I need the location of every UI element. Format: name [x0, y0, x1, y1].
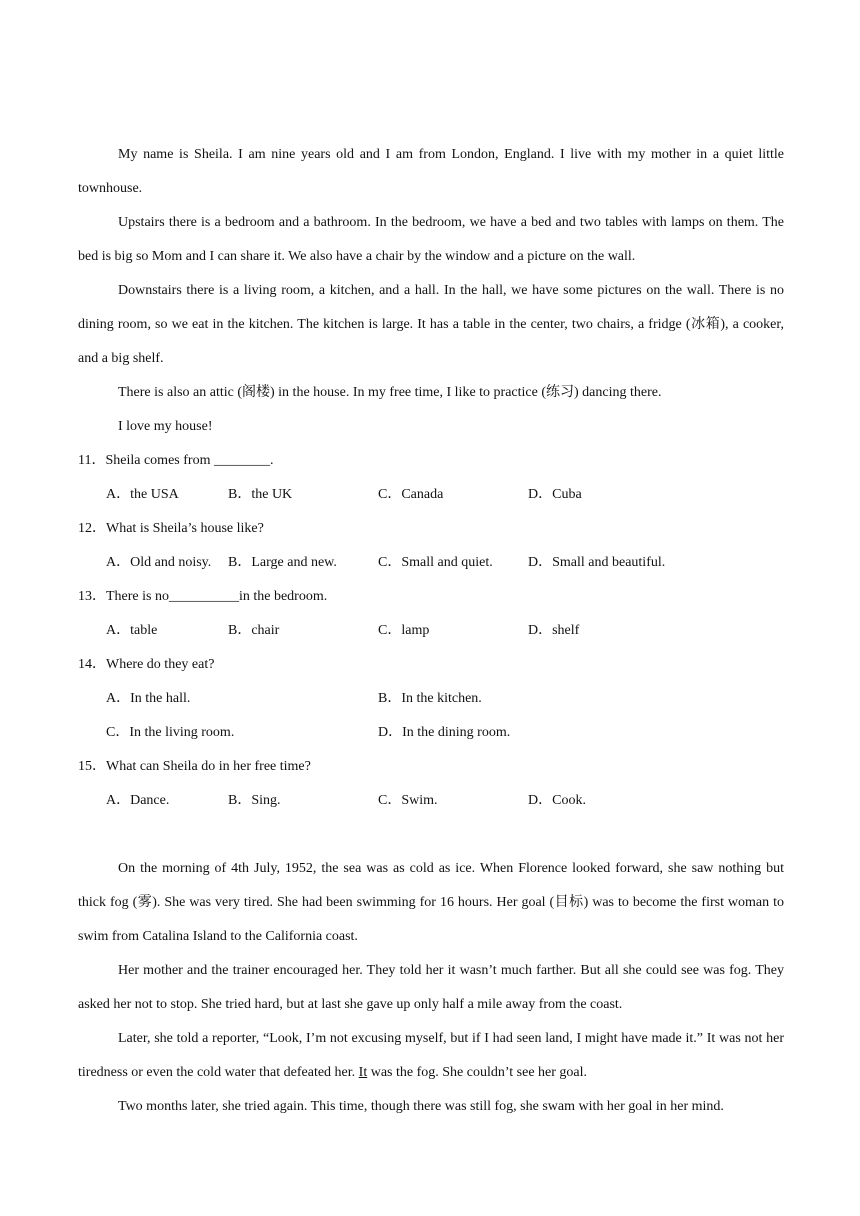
- question-11-option-a: A．the USA: [106, 487, 179, 502]
- passage2-paragraph-3-part-2: was the fog. She couldn’t see her goal.: [367, 1065, 588, 1080]
- question-13-options: [106, 614, 784, 648]
- question-15-option-c: C．Swim.: [378, 793, 438, 808]
- question-13: 13．There is no__________in the bedroom.: [78, 589, 328, 604]
- question-12-options: [106, 546, 784, 580]
- question-15-options: [106, 784, 784, 818]
- question-11-option-b: B．the UK: [228, 487, 293, 502]
- question-12-option-d: D．Small and beautiful.: [528, 555, 666, 570]
- passage2-paragraph-2: Her mother and the trainer encouraged her. They told her it wasn’t much farther. But all she could see was fog. They asked her not to stop. She tried hard, but at last she gave up only half a mile away from the coast.: [78, 963, 784, 1012]
- question-13-option-c: C．lamp: [378, 623, 430, 638]
- passage1-paragraph-5: I love my house!: [118, 419, 213, 434]
- question-12-option-a: A．Old and noisy.: [106, 555, 212, 570]
- document-content: [78, 138, 784, 1124]
- passage1-paragraph-4: There is also an attic (阁楼) in the house. In my free time, I like to practice (练习) dancing there.: [118, 385, 662, 400]
- question-14: 14．Where do they eat?: [78, 657, 215, 672]
- section-gap: [78, 818, 784, 852]
- question-14-options-row-2: [106, 716, 784, 750]
- question-13-option-b: B．chair: [228, 623, 280, 638]
- passage2-paragraph-4: Two months later, she tried again. This time, though there was still fog, she swam with her goal in her mind.: [118, 1099, 724, 1114]
- question-14-option-a: A．In the hall.: [106, 691, 191, 706]
- passage1-paragraph-1: My name is Sheila. I am nine years old and I am from London, England. I live with my mother in a quiet little townhouse.: [78, 147, 784, 196]
- passage2-paragraph-1: On the morning of 4th July, 1952, the sea was as cold as ice. When Florence looked forward, she saw nothing but thick fog (雾). She was very tired. She had been swimming for 16 hours. Her goal (目标) was to become the first woman to swim from Catalina Island to the California coast.: [78, 861, 784, 944]
- question-12-option-b: B．Large and new.: [228, 555, 337, 570]
- question-14-option-d: D．In the dining room.: [378, 725, 511, 740]
- question-11-option-d: D．Cuba: [528, 487, 582, 502]
- question-15-option-d: D．Cook.: [528, 793, 586, 808]
- passage2-paragraph-3-part-1: Later, she told a reporter, “Look, I’m not excusing myself, but if I had seen land, I might have made it.” It was not her tiredness or even the cold water that defeated her.: [78, 1031, 784, 1080]
- question-12: 12．What is Sheila’s house like?: [78, 521, 264, 536]
- passage1-paragraph-2: Upstairs there is a bedroom and a bathroom. In the bedroom, we have a bed and two tables with lamps on them. The bed is big so Mom and I can share it. We also have a chair by the window and a picture on the wall.: [78, 215, 784, 264]
- question-11-option-c: C．Canada: [378, 487, 444, 502]
- passage2-paragraph-3: [78, 1022, 784, 1090]
- underlined-word-it: It: [358, 1065, 368, 1080]
- question-11: 11．Sheila comes from ________.: [78, 453, 274, 468]
- question-12-option-c: C．Small and quiet.: [378, 555, 493, 570]
- question-14-option-c: C．In the living room.: [106, 725, 235, 740]
- question-15-option-b: B．Sing.: [228, 793, 281, 808]
- question-13-option-d: D．shelf: [528, 623, 580, 638]
- passage1-paragraph-3: Downstairs there is a living room, a kitchen, and a hall. In the hall, we have some pictures on the wall. There is no dining room, so we eat in the kitchen. The kitchen is large. It has a table in the center, two chairs, a fridge (冰箱), a cooker, and a big shelf.: [78, 283, 784, 366]
- question-14-options-row-1: [106, 682, 784, 716]
- question-15: 15．What can Sheila do in her free time?: [78, 759, 311, 774]
- question-14-option-b: B．In the kitchen.: [378, 691, 482, 706]
- question-11-options: [106, 478, 784, 512]
- question-15-option-a: A．Dance.: [106, 793, 170, 808]
- question-13-option-a: A．table: [106, 623, 158, 638]
